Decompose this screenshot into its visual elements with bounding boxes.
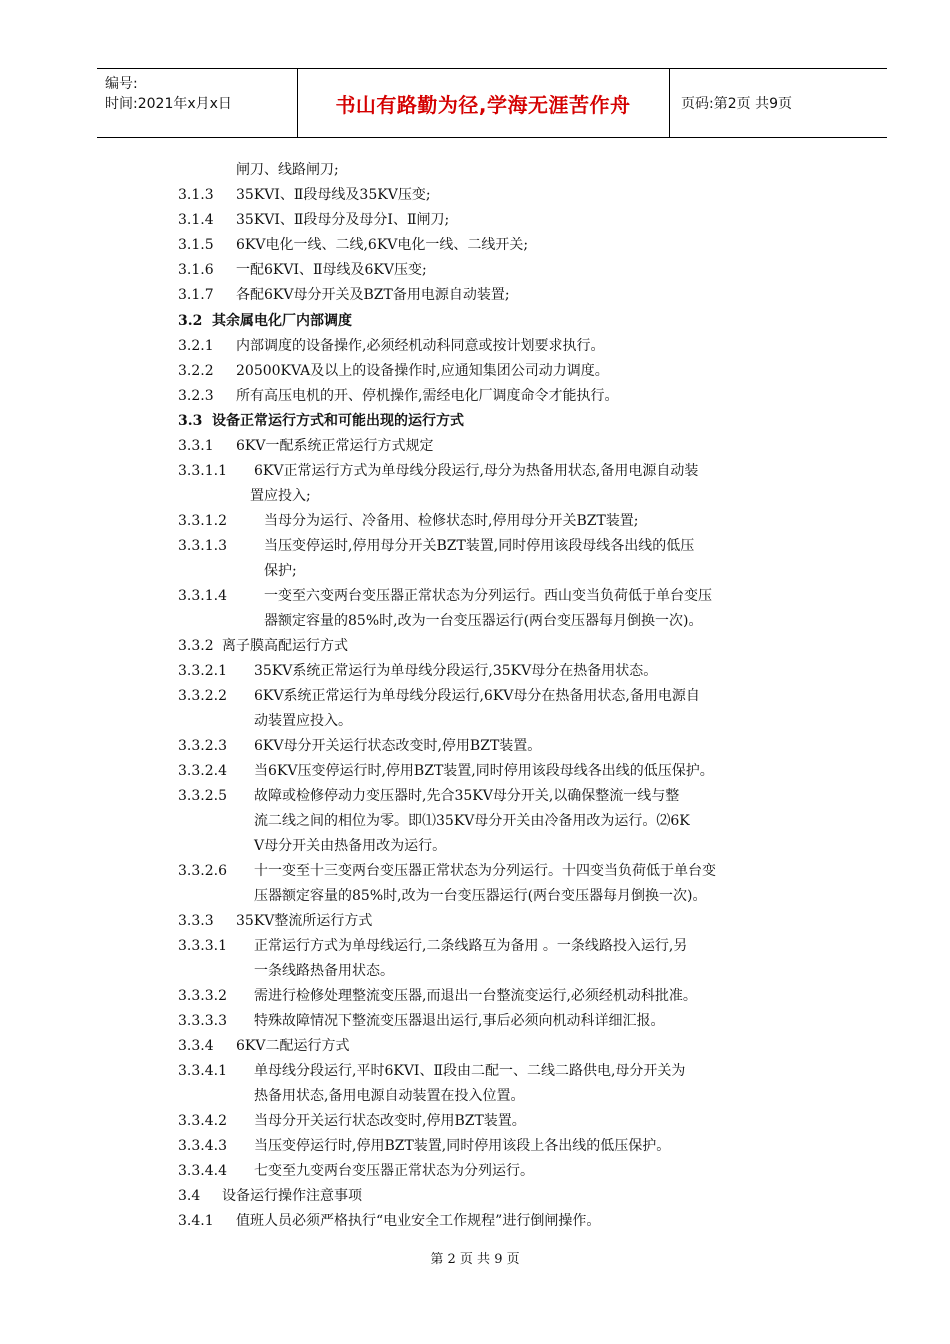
item-number: 3.2.2 bbox=[178, 363, 214, 379]
item-number: 3.3.1.1 bbox=[178, 463, 227, 479]
item-text: 值班人员必须严格执行“电业安全工作规程”进行倒闸操作。 bbox=[236, 1213, 601, 1229]
item-number: 3.1.3 bbox=[178, 187, 214, 203]
section-number: 3.2 bbox=[178, 313, 203, 329]
item-number: 3.3.1.4 bbox=[178, 588, 227, 604]
header-meta bbox=[97, 69, 298, 137]
item-number: 3.3.3.1 bbox=[178, 938, 227, 954]
item-text: 当6KV压变停运行时,停用BZT装置,同时停用该段母线各出线的低压保护。 bbox=[254, 763, 714, 779]
item-number: 3.1.7 bbox=[178, 287, 214, 303]
item-text: 七变至九变两台变压器正常状态为分列运行。 bbox=[254, 1163, 534, 1179]
item-text: 当压变停运行时,停用BZT装置,同时停用该段上各出线的低压保护。 bbox=[254, 1138, 671, 1154]
item-text: 6KV一配系统正常运行方式规定 bbox=[236, 438, 434, 454]
item-text: 35KV整流所运行方式 bbox=[236, 913, 373, 929]
item-number: 3.3.3 bbox=[178, 913, 214, 929]
line-text: 闸刀、线路闸刀; bbox=[236, 162, 339, 178]
item-text: 正常运行方式为单母线运行,二条线路互为备用 。一条线路投入运行,另 bbox=[254, 938, 688, 954]
item-text: 离子膜高配运行方式 bbox=[222, 638, 348, 654]
item-number: 3.3.4.1 bbox=[178, 1063, 227, 1079]
item-text: 6KV正常运行方式为单母线分段运行,母分为热备用状态,备用电源自动装 bbox=[254, 463, 699, 479]
item-text: 一配6KVⅠ、Ⅱ母线及6KV压变; bbox=[236, 262, 427, 278]
code-label: 编号: bbox=[105, 76, 138, 92]
item-number: 3.3.2.5 bbox=[178, 788, 227, 804]
item-number: 3.1.6 bbox=[178, 262, 214, 278]
text-line bbox=[254, 837, 446, 855]
item-number: 3.1.5 bbox=[178, 237, 214, 253]
item-number: 3.2.1 bbox=[178, 338, 214, 354]
item-text: 各配6KV母分开关及BZT备用电源自动装置; bbox=[236, 287, 510, 303]
item-text: 单母线分段运行,平时6KVⅠ、Ⅱ段由二配一、二线二路供电,母分开关为 bbox=[254, 1063, 686, 1079]
line-text: V母分开关由热备用改为运行。 bbox=[254, 838, 447, 854]
section-title: 设备正常运行方式和可能出现的运行方式 bbox=[212, 413, 464, 429]
item-number: 3.1.4 bbox=[178, 212, 214, 228]
item-text: 当母分开关运行状态改变时,停用BZT装置。 bbox=[254, 1113, 526, 1129]
item-number: 3.3.2.3 bbox=[178, 738, 227, 754]
item-number: 3.3.1.3 bbox=[178, 538, 227, 554]
item-text: 35KVⅠ、Ⅱ段母分及母分Ⅰ、Ⅱ闸刀; bbox=[236, 212, 450, 228]
section-number: 3.3 bbox=[178, 413, 203, 429]
item-text: 所有高压电机的开、停机操作,需经电化厂调度命令才能执行。 bbox=[236, 388, 619, 404]
item-text: 当压变停运时,停用母分开关BZT装置,同时停用该段母线各出线的低压 bbox=[264, 538, 695, 554]
item-text: 当母分为运行、冷备用、检修状态时,停用母分开关BZT装置; bbox=[264, 513, 639, 529]
line-text: 器额定容量的85%时,改为一台变压器运行(两台变压器每月倒换一次)。 bbox=[264, 613, 703, 629]
item-text: 十一变至十三变两台变压器正常状态为分列运行。十四变当负荷低于单台变 bbox=[254, 863, 716, 879]
item-number: 3.3.2.6 bbox=[178, 863, 227, 879]
item-text: 20500KVA及以上的设备操作时,应通知集团公司动力调度。 bbox=[236, 363, 609, 379]
item-number: 3.3.2.2 bbox=[178, 688, 227, 704]
item-text: 内部调度的设备操作,必须经机动科同意或按计划要求执行。 bbox=[236, 338, 605, 354]
item-number: 3.3.2 bbox=[178, 638, 214, 654]
item-number: 3.3.1 bbox=[178, 438, 214, 454]
item-number: 3.3.3.2 bbox=[178, 988, 227, 1004]
section-title: 其余属电化厂内部调度 bbox=[212, 313, 352, 329]
header-motto: 书山有路勤为径,学海无涯苦作舟 bbox=[297, 69, 670, 137]
text-line bbox=[254, 1087, 524, 1105]
line-text: 置应投入; bbox=[250, 488, 311, 504]
item-text: 6KV电化一线、二线,6KV电化一线、二线开关; bbox=[236, 237, 529, 253]
text-line bbox=[254, 712, 352, 730]
line-text: 动装置应投入。 bbox=[254, 713, 352, 729]
item-text: 需进行检修处理整流变压器,而退出一台整流变运行,必须经机动科批准。 bbox=[254, 988, 697, 1004]
item-number: 3.3.1.2 bbox=[178, 513, 227, 529]
line-text: 一条线路热备用状态。 bbox=[254, 963, 394, 979]
time-label: 时间:2021年x月x日 bbox=[105, 96, 232, 112]
text-line bbox=[254, 887, 707, 905]
line-text: 压器额定容量的85%时,改为一台变压器运行(两台变压器每月倒换一次)。 bbox=[254, 888, 707, 904]
item-number: 3.3.3.3 bbox=[178, 1013, 227, 1029]
text-line bbox=[236, 161, 339, 179]
line-text: 保护; bbox=[264, 563, 297, 579]
text-line bbox=[254, 812, 690, 830]
item-text: 35KVⅠ、Ⅱ段母线及35KV压变; bbox=[236, 187, 431, 203]
item-number: 3.3.4 bbox=[178, 1038, 214, 1054]
item-text: 6KV母分开关运行状态改变时,停用BZT装置。 bbox=[254, 738, 542, 754]
item-number: 3.2.3 bbox=[178, 388, 214, 404]
item-text: 35KV系统正常运行为单母线分段运行,35KV母分在热备用状态。 bbox=[254, 663, 658, 679]
item-number: 3.4 bbox=[178, 1188, 201, 1204]
item-text: 6KV二配运行方式 bbox=[236, 1038, 350, 1054]
header-page-info: 页码:第2页 共9页 bbox=[681, 96, 792, 112]
item-text: 一变至六变两台变压器正常状态为分列运行。西山变当负荷低于单台变压 bbox=[264, 588, 712, 604]
item-number: 3.3.2.4 bbox=[178, 763, 227, 779]
item-number: 3.3.4.2 bbox=[178, 1113, 227, 1129]
item-text: 6KV系统正常运行为单母线分段运行,6KV母分在热备用状态,备用电源自 bbox=[254, 688, 700, 704]
item-number: 3.3.2.1 bbox=[178, 663, 227, 679]
line-text: 流二线之间的相位为零。即⑴35KV母分开关由冷备用改为运行。⑵6K bbox=[254, 813, 690, 829]
page-header bbox=[97, 68, 887, 138]
text-line bbox=[254, 962, 394, 980]
item-text: 特殊故障情况下整流变压器退出运行,事后必须向机动科详细汇报。 bbox=[254, 1013, 665, 1029]
item-text: 故障或检修停动力变压器时,先合35KV母分开关,以确保整流一线与整 bbox=[254, 788, 680, 804]
item-number: 3.4.1 bbox=[178, 1213, 214, 1229]
line-text: 热备用状态,备用电源自动装置在投入位置。 bbox=[254, 1088, 525, 1104]
text-line bbox=[264, 562, 297, 580]
text-line bbox=[250, 487, 311, 505]
item-number: 3.3.4.3 bbox=[178, 1138, 227, 1154]
page-footer: 第 2 页 共 9 页 bbox=[430, 1252, 520, 1267]
item-text: 设备运行操作注意事项 bbox=[222, 1188, 362, 1204]
text-line bbox=[264, 612, 703, 630]
item-number: 3.3.4.4 bbox=[178, 1163, 227, 1179]
